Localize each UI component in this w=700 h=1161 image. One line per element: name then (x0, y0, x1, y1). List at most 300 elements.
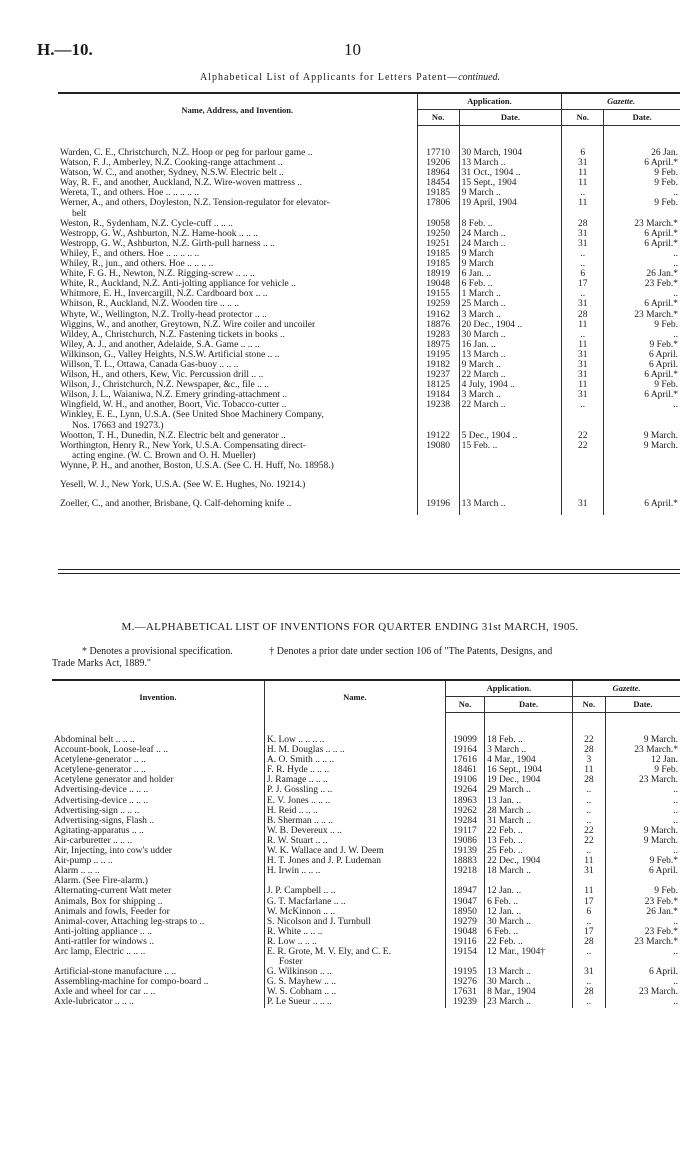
gazette-no: 11 (562, 320, 604, 330)
application-no (417, 461, 459, 471)
inventor-name: K. Low .. .. .. .. (264, 735, 445, 745)
gazette-no: .. (562, 188, 604, 198)
gazette-date: 6 April. (648, 967, 678, 978)
application-no: 19116 (445, 937, 484, 947)
col-date-header: Date. (459, 110, 562, 126)
application-no: 19195 (445, 967, 484, 977)
applicant-name: Whyte, W., Wellington, N.Z. Trolly-head protector .. .. (58, 310, 417, 320)
application-date: 1 March .. (459, 289, 562, 299)
gazette-date: 26 Jan. (651, 148, 678, 158)
applicant-name: Wiley, A. J., and another, Adelaide, S.A. Game .. .. .. (58, 340, 417, 350)
table-row (58, 390, 680, 400)
gazette-date: 9 March. (643, 430, 678, 441)
application-no: 17616 (445, 755, 484, 765)
table-row (58, 370, 680, 380)
gazette-no: 22 (562, 431, 604, 441)
gazette-no: 6 (572, 907, 605, 917)
applicant-name: Wilson, J., Christchurch, N.Z. Newspaper, &c., file .. .. (58, 380, 417, 390)
inventor-name: R. W. Stuart .. .. (264, 836, 445, 846)
gazette-date: .. (673, 846, 678, 857)
applicant-name: Werner, A., and others, Doyleston, N.Z. Tension-regulator for elevator- (58, 198, 417, 208)
invention: Advertising-device .. .. .. (52, 796, 264, 806)
applicant-name: Yesell, W. J., New York, U.S.A. (See W. E. Hughes, No. 19214.) (58, 480, 417, 490)
gazette-date: .. (673, 916, 678, 927)
gazette-no (562, 421, 604, 431)
application-date: 16 Jan. .. (459, 340, 562, 350)
applicant-name: Wingfield, W. H., and another, Boort, Vic. Tobacco-cutter .. (58, 400, 417, 410)
application-date: 8 Mar., 1904 (485, 987, 573, 997)
invention: Assembling-machine for compo-board .. (52, 977, 264, 987)
table-row (52, 856, 680, 866)
application-no: 18950 (445, 907, 484, 917)
gazette-no (562, 461, 604, 471)
table-row (52, 836, 680, 846)
gazette-date (604, 451, 680, 461)
applicant-name: Warden, C. E., Christchurch, N.Z. Hoop or peg for parlour game .. (58, 148, 417, 158)
invention: Axle and wheel for car .. .. (52, 987, 264, 997)
application-no: 19155 (417, 289, 459, 299)
gazette-no: 11 (562, 198, 604, 208)
application-no (445, 957, 484, 967)
application-no: 18919 (417, 269, 459, 279)
table-row (58, 158, 680, 168)
inventor-name: B. Sherman .. .. .. (264, 816, 445, 826)
application-date: 4 July, 1904 .. (459, 380, 562, 390)
table-row (58, 209, 680, 219)
table-row (52, 947, 680, 957)
applicant-name: Winkley, E. E., Lynn, U.S.A. (See United Shoe Machinery Company, (58, 410, 417, 420)
application-no: 19185 (417, 188, 459, 198)
table-row (58, 431, 680, 441)
application-no: 19047 (445, 897, 484, 907)
invention: Animal-cover, Attaching leg-straps to .. (52, 917, 264, 927)
gazette-date: 26 Jan.* (646, 269, 678, 280)
invention: Acetylene-generator .. .. (52, 755, 264, 765)
application-no: 17710 (417, 148, 459, 158)
application-date: 18 March .. (485, 866, 573, 876)
table-row (58, 499, 680, 509)
col-name-header: Name, Address, and Invention. (58, 93, 417, 126)
table-row (58, 480, 680, 490)
application-no: 18947 (445, 886, 484, 896)
application-date (459, 209, 562, 219)
note-provisional: * Denotes a provisional specification. (82, 646, 233, 657)
gazette-no: 28 (572, 775, 605, 785)
gazette-no: 31 (572, 866, 605, 876)
application-no: 19185 (417, 259, 459, 269)
gazette-date: .. (673, 248, 678, 259)
gazette-no: 31 (562, 239, 604, 249)
inventor-name: W. McKinnon .. .. (264, 907, 445, 917)
gazette-no: 28 (562, 219, 604, 229)
invention: Arc lamp, Electric .. .. .. (52, 947, 264, 957)
applicant-name: Way, R. F., and another, Auckland, N.Z. Wire-woven mattress .. (58, 178, 417, 188)
application-date: 3 March .. (485, 745, 573, 755)
gazette-no (572, 876, 605, 886)
gazette-no (562, 451, 604, 461)
gazette-date: 9 March. (643, 825, 678, 836)
gazette-date: 9 Feb. (654, 380, 678, 391)
gazette-no: .. (562, 259, 604, 269)
applicant-name: White, R., Auckland, N.Z. Anti-jolting appliance for vehicle .. (58, 279, 417, 289)
inventor-name: G. Wilkinson .. .. (264, 967, 445, 977)
inventor-name: S. Nicolson and J. Turnbull (264, 917, 445, 927)
gazette-no: .. (572, 947, 605, 957)
col-inv-date-header: Date. (485, 697, 573, 713)
gazette-no: 28 (562, 310, 604, 320)
application-date (459, 421, 562, 431)
gazette-date: 23 Feb.* (644, 279, 678, 290)
gazette-no: .. (562, 289, 604, 299)
inventor-name: P. Le Sueur .. .. .. (264, 997, 445, 1007)
gazette-date: 9 March. (643, 440, 678, 451)
gazette-no: .. (572, 917, 605, 927)
inventor-name: E. R. Grote, M. V. Ely, and C. E. (264, 947, 445, 957)
application-date: 19 April, 1904 (459, 198, 562, 208)
table-row (58, 400, 680, 410)
table-row (52, 846, 680, 856)
applicant-name: Wootton, T. H., Dunedin, N.Z. Electric belt and generator .. (58, 431, 417, 441)
application-date: 9 March .. (459, 360, 562, 370)
gazette-date: 9 Feb. (654, 319, 678, 330)
table-row (52, 927, 680, 937)
gazette-date: 9 March. (643, 735, 678, 745)
col-gdate-header: Date. (604, 110, 680, 126)
gazette-no (562, 410, 604, 420)
application-no (417, 209, 459, 219)
gazette-date: 6 April.* (644, 228, 678, 239)
gazette-no: .. (572, 977, 605, 987)
gazette-no: 11 (572, 886, 605, 896)
table-row (52, 987, 680, 997)
application-no: 19182 (417, 360, 459, 370)
applicant-name: Westropp, G. W., Ashburton, N.Z. Hame-hook .. .. .. (58, 229, 417, 239)
application-date: 9 March (459, 259, 562, 269)
gazette-date: 6 April. (648, 359, 678, 370)
table-row (58, 461, 680, 471)
gazette-date (604, 209, 680, 219)
invention: Acetylene generator and holder (52, 775, 264, 785)
applicant-name: Wereta, T., and others. Hoe .. .. .. .. .. (58, 188, 417, 198)
gazette-no: 17 (572, 897, 605, 907)
application-date: 12 Mar., 1904† (485, 947, 573, 957)
application-no: 17806 (417, 198, 459, 208)
application-date: 22 March .. (459, 370, 562, 380)
inventor-name: H. M. Douglas .. .. .. (264, 745, 445, 755)
applicant-name: Zoeller, C., and another, Brisbane, Q. Calf-dehorning knife .. (58, 499, 417, 509)
application-no: 19218 (445, 866, 484, 876)
applicant-name: Whitmore, E. H., Invercargill, N.Z. Cardboard box .. .. (58, 289, 417, 299)
table-row (52, 866, 680, 876)
application-date: 3 March .. (459, 310, 562, 320)
gazette-date: 9 Feb. (654, 168, 678, 179)
application-no: 18963 (445, 796, 484, 806)
application-date: 30 March, 1904 (459, 148, 562, 158)
application-date: 13 March .. (459, 499, 562, 509)
application-date: 13 Jan. .. (485, 796, 573, 806)
application-no (445, 876, 484, 886)
application-date: 6 Feb. .. (459, 279, 562, 289)
table-row (52, 977, 680, 987)
application-no (417, 451, 459, 461)
applicant-name: Wynne, P. H., and another, Boston, U.S.A. (See C. H. Huff, No. 18958.) (58, 461, 417, 471)
gazette-no: .. (572, 846, 605, 856)
gazette-date: 9 Feb.* (649, 339, 678, 350)
inventor-name: J. P. Campbell .. .. (264, 886, 445, 896)
gazette-date: 6 April. (648, 866, 678, 877)
page-number: 10 (344, 40, 361, 59)
application-date: 9 March .. (459, 188, 562, 198)
table-row (58, 310, 680, 320)
table-row (58, 330, 680, 340)
note-act: Trade Marks Act, 1889." (52, 658, 151, 669)
application-date: 30 March .. (459, 330, 562, 340)
application-no: 19122 (417, 431, 459, 441)
applicant-name: Wilkinson, G., Valley Heights, N.S.W. Artificial stone .. .. (58, 350, 417, 360)
invention: Agitating-apparatus .. .. (52, 826, 264, 836)
application-no: 19106 (445, 775, 484, 785)
application-date: 30 March .. (485, 917, 573, 927)
gazette-no: .. (572, 785, 605, 795)
application-no: 18876 (417, 320, 459, 330)
gazette-date (605, 957, 680, 967)
gazette-date (604, 410, 680, 420)
application-date (485, 876, 573, 886)
application-no: 19184 (417, 390, 459, 400)
gazette-date: 9 March. (643, 835, 678, 846)
table-row (58, 229, 680, 239)
invention: Abdominal belt .. .. .. (52, 735, 264, 745)
col-inv-gazette-header: Gazette. (612, 683, 641, 694)
table-row (52, 796, 680, 806)
invention: Axle-lubricator .. .. .. (52, 997, 264, 1007)
gazette-no: 11 (562, 178, 604, 188)
inventor-name: E. V. Jones .. .. .. (264, 796, 445, 806)
gazette-no: 31 (562, 390, 604, 400)
application-no: 19279 (445, 917, 484, 927)
gazette-no: 31 (562, 158, 604, 168)
table-row (58, 259, 680, 269)
inventor-name: Foster (264, 957, 445, 967)
application-no: 19048 (417, 279, 459, 289)
gazette-no: .. (562, 330, 604, 340)
application-no: 18883 (445, 856, 484, 866)
application-date: 12 Jan. .. (485, 886, 573, 896)
application-date: 13 March .. (459, 350, 562, 360)
gazette-date: 23 March.* (634, 936, 678, 947)
table-row (58, 451, 680, 461)
table-row (52, 735, 680, 745)
gazette-date: 6 April.* (644, 238, 678, 249)
table-row (52, 967, 680, 977)
table-row (52, 897, 680, 907)
col-inv-no-header: No. (445, 697, 484, 713)
applicant-name: Willson, T. L., Ottawa, Canada Gas-buoy .. .. .. (58, 360, 417, 370)
gazette-no (562, 209, 604, 219)
table-row (52, 937, 680, 947)
application-date: 22 Dec., 1904 (485, 856, 573, 866)
applicant-name: Worthington, Henry R., New York, U.S.A. Compensating direct- (58, 441, 417, 451)
application-date: 6 Feb. .. (485, 927, 573, 937)
gazette-no: 17 (562, 279, 604, 289)
invention: Air-pump .. .. .. (52, 856, 264, 866)
gazette-date: 6 April.* (644, 370, 678, 381)
application-date: 6 Jan. .. (459, 269, 562, 279)
table-row (58, 441, 680, 451)
table-row (52, 826, 680, 836)
table-row (58, 340, 680, 350)
application-no: 18125 (417, 380, 459, 390)
application-date: 24 March .. (459, 239, 562, 249)
application-date (459, 461, 562, 471)
table-row (58, 380, 680, 390)
col-application-header: Application. (417, 93, 562, 110)
gazette-date: 6 April.* (644, 158, 678, 169)
application-date: 16 Sept., 1904 (485, 765, 573, 775)
col-inv-name-header: Name. (264, 680, 445, 713)
application-date (459, 410, 562, 420)
col-no-header: No. (417, 110, 459, 126)
invention: Anti-jolting appliance .. .. (52, 927, 264, 937)
applicant-name: Whiley, F., and others. Hoe .. .. .. .. .. (58, 249, 417, 259)
applicant-name: Whiley, R., jun., and others. Hoe .. .. .. .. (58, 259, 417, 269)
gazette-no: 3 (572, 755, 605, 765)
gazette-no: 22 (572, 735, 605, 745)
gazette-date: 9 Feb. (654, 178, 678, 189)
gazette-no: 28 (572, 937, 605, 947)
application-date: 28 March .. (485, 806, 573, 816)
gazette-no: 28 (572, 987, 605, 997)
applicant-name: Wiggins, W., and another, Greytown, N.Z. Wire coiler and uncoiler (58, 320, 417, 330)
gazette-date: .. (673, 805, 678, 816)
application-date: 20 Dec., 1904 .. (459, 320, 562, 330)
inventor-name: G. S. Mayhew .. .. (264, 977, 445, 987)
footnote (52, 646, 680, 670)
application-date: 13 Feb. .. (485, 836, 573, 846)
application-date: 13 March .. (459, 158, 562, 168)
table-row (58, 360, 680, 370)
applicant-name: acting engine. (W. C. Brown and O. H. Mueller) (58, 451, 417, 461)
inventor-name: W. B. Devereux .. .. (264, 826, 445, 836)
application-no: 19185 (417, 249, 459, 259)
inventor-name: R. White .. .. .. (264, 927, 445, 937)
application-date: 31 Oct., 1904 .. (459, 168, 562, 178)
application-no: 19284 (445, 816, 484, 826)
application-date (485, 957, 573, 967)
gazette-date: 12 Jan. (651, 755, 678, 766)
gazette-no: .. (572, 796, 605, 806)
table-row (52, 907, 680, 917)
inventor-name: A. O. Smith .. .. .. (264, 755, 445, 765)
table-row (58, 188, 680, 198)
table-row (52, 816, 680, 826)
inventor-name: H. Irwin .. .. .. (264, 866, 445, 876)
table-row (52, 755, 680, 765)
gazette-date: 23 March.* (634, 218, 678, 229)
gazette-date: 9 Feb. (654, 198, 678, 209)
inventor-name (264, 876, 445, 886)
invention: Account-book, Loose-leaf .. .. (52, 745, 264, 755)
gazette-date (604, 480, 680, 490)
gazette-date: 9 Feb. (654, 765, 678, 776)
gazette-date: 23 Feb.* (644, 896, 678, 907)
gazette-no: .. (572, 806, 605, 816)
gazette-date: .. (673, 289, 678, 300)
application-no: 18975 (417, 340, 459, 350)
invention: Advertising-device .. .. .. (52, 785, 264, 795)
invention: Animals and fowls, Feeder for (52, 907, 264, 917)
table-row (58, 410, 680, 420)
gazette-date (605, 876, 680, 886)
section-divider (58, 569, 680, 574)
gazette-no: .. (562, 249, 604, 259)
gazette-date: 6 April.* (644, 299, 678, 310)
application-no: 19206 (417, 158, 459, 168)
inventor-name: G. T. Macfarlane .. .. (264, 897, 445, 907)
application-date: 22 Feb. .. (485, 826, 573, 836)
application-no: 18454 (417, 178, 459, 188)
gazette-date: .. (673, 785, 678, 796)
table-row (58, 421, 680, 431)
applicant-name: Wilson, H., and others, Kew, Vic. Percussion drill .. .. (58, 370, 417, 380)
table-row (58, 289, 680, 299)
gazette-no: 31 (562, 229, 604, 239)
gazette-date: .. (673, 329, 678, 340)
gazette-no (562, 480, 604, 490)
gazette-no: 11 (562, 340, 604, 350)
gazette-date: 6 April.* (644, 390, 678, 401)
application-no: 19058 (417, 219, 459, 229)
gazette-date: .. (673, 977, 678, 988)
invention: Advertising-sign .. .. .. (52, 806, 264, 816)
inventor-name: W. S. Cobham .. .. (264, 987, 445, 997)
gazette-no: 11 (572, 856, 605, 866)
gazette-no: 31 (572, 967, 605, 977)
application-date: 3 March .. (459, 390, 562, 400)
gazette-no: 31 (562, 499, 604, 509)
inventions-table (52, 679, 680, 1008)
gazette-date: 23 March. (638, 775, 678, 786)
application-date (459, 480, 562, 490)
applicant-name: White, F. G. H., Newton, N.Z. Rigging-screw .. .. .. (58, 269, 417, 279)
gazette-date: 6 April. (648, 349, 678, 360)
table-row (52, 917, 680, 927)
table-row (58, 239, 680, 249)
gazette-date: 23 March. (638, 987, 678, 998)
application-date: 6 Feb. .. (485, 897, 573, 907)
applicant-name: Westropp, G. W., Ashburton, N.Z. Girth-pull harness .. .. (58, 239, 417, 249)
application-date: 4 Mar., 1904 (485, 755, 573, 765)
gazette-no: .. (572, 816, 605, 826)
gazette-no: 22 (562, 441, 604, 451)
table-row (52, 957, 680, 967)
applicant-name: Watson, F. J., Amberley, N.Z. Cooking-range attachment .. (58, 158, 417, 168)
table-row (52, 886, 680, 896)
application-no: 19196 (417, 499, 459, 509)
application-no: 18461 (445, 765, 484, 775)
applicant-name: Watson, W. C., and another, Sydney, N.S.W. Electric belt .. (58, 168, 417, 178)
invention: Alarm .. .. .. (52, 866, 264, 876)
gazette-date: .. (673, 997, 678, 1008)
table-row (58, 168, 680, 178)
gazette-date: 9 Feb. (654, 886, 678, 897)
application-date: 12 Jan. .. (485, 907, 573, 917)
note-prior-date: † Denotes a prior date under section 106 of "The Patents, Designs, and (269, 646, 553, 657)
table-row (52, 765, 680, 775)
gazette-no: .. (562, 400, 604, 410)
gazette-no: 22 (572, 826, 605, 836)
application-date: 29 March .. (485, 785, 573, 795)
